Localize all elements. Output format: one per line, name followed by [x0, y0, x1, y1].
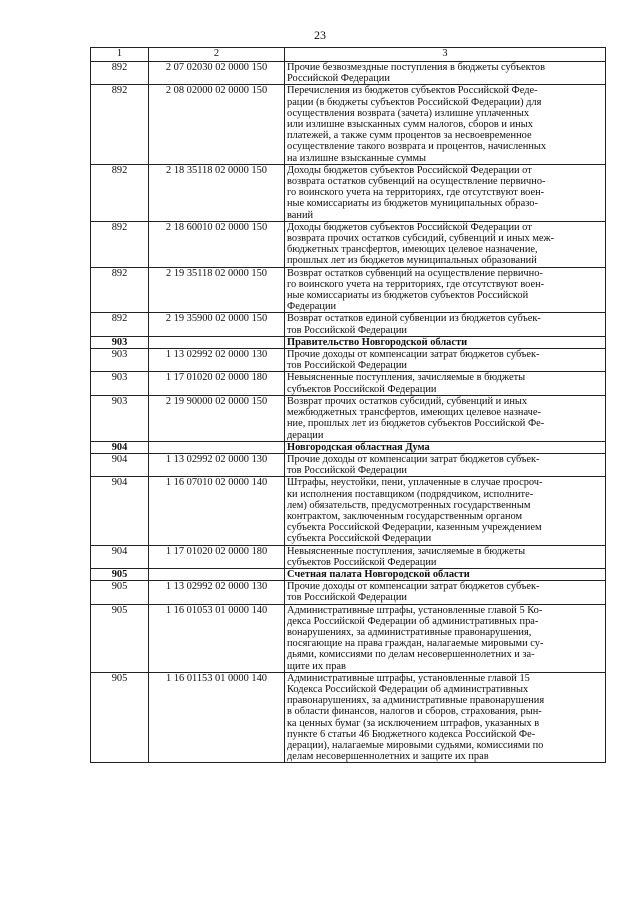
description-line: ные комиссариаты из бюджетов муниципальных образо-: [287, 198, 538, 210]
description-line: дерации), налагаемые мировыми судьями, комиссиями по: [287, 739, 544, 751]
table-row: [91, 672, 606, 763]
section-title-cell: [285, 336, 606, 348]
description-cell: [285, 672, 606, 763]
administrator-code-cell: 905: [91, 568, 149, 580]
description-line: Российской Федерации: [287, 73, 390, 85]
description-line: субъектов Российской Федерации: [287, 383, 437, 395]
table-row: [91, 221, 606, 267]
revenue-code-cell: 1 13 02992 02 0000 130: [149, 581, 285, 604]
description-cell: [285, 581, 606, 604]
description-line: ки исполнения поставщиком (подрядчиком, исполните-: [287, 488, 534, 500]
section-row: [91, 336, 606, 348]
description-line: в области финансов, налогов и сборов, страхования, рын-: [287, 706, 542, 718]
description-line: Прочие доходы от компенсации затрат бюджетов субъек-: [287, 349, 540, 361]
description-line: контрактом, заключенным государственным органом: [287, 510, 523, 522]
table-row: [91, 85, 606, 164]
description-line: Новгородская областная Дума: [287, 441, 430, 453]
revenue-table: [90, 47, 606, 763]
table-row: [91, 581, 606, 604]
description-line: Кодекса Российской Федерации об административных: [287, 683, 529, 695]
table-header-row: [91, 48, 606, 62]
administrator-code-cell: 904: [91, 441, 149, 453]
description-line: тов Российской Федерации: [287, 465, 407, 477]
administrator-code-cell: 892: [91, 267, 149, 313]
description-line: осуществления возврата (зачета) излишне уплаченных: [287, 107, 530, 119]
description-line: Административные штрафы, установленные главой 5 Ко-: [287, 604, 543, 616]
administrator-code-cell: 892: [91, 85, 149, 164]
description-line: бюджетных трансфертов, имеющих целевое назначение,: [287, 244, 538, 256]
description-cell: [285, 545, 606, 568]
administrator-code-cell: 905: [91, 604, 149, 672]
description-line: правонарушениях, за административные правонарушения: [287, 695, 545, 707]
administrator-code-cell: 903: [91, 372, 149, 395]
revenue-code-cell: 1 16 01053 01 0000 140: [149, 604, 285, 672]
description-line: Прочие доходы от компенсации затрат бюджетов субъек-: [287, 453, 540, 465]
page-number: 23: [314, 28, 326, 42]
description-cell: [285, 164, 606, 221]
table-row: [91, 453, 606, 476]
description-line: Доходы бюджетов субъектов Российской Федерации от: [287, 221, 532, 233]
description-line: ка ценных бумаг (за исключением штрафов, указанных в: [287, 717, 540, 729]
description-line: посягающие на права граждан, налагаемые мировыми су-: [287, 638, 544, 650]
revenue-code-cell: 1 17 01020 02 0000 180: [149, 372, 285, 395]
description-line: Возврат остатков субвенций на осуществление первично-: [287, 267, 543, 279]
description-line: субъектов Российской Федерации: [287, 556, 437, 568]
description-line: Федерации: [287, 301, 337, 313]
revenue-code-cell: 2 19 35118 02 0000 150: [149, 267, 285, 313]
description-line: делам несовершеннолетних и защите их прав: [287, 751, 489, 763]
description-line: Правительство Новгородской области: [287, 336, 468, 348]
description-line: тов Российской Федерации: [287, 324, 407, 336]
description-line: ваний: [287, 209, 314, 221]
description-cell: [285, 453, 606, 476]
revenue-code-cell: 1 13 02992 02 0000 130: [149, 453, 285, 476]
description-cell: [285, 395, 606, 441]
description-line: пункте 6 статьи 46 Бюджетного кодекса Российской Фе-: [287, 728, 536, 740]
description-cell: [285, 372, 606, 395]
description-line: дерации: [287, 429, 324, 441]
revenue-code-cell: 2 07 02030 02 0000 150: [149, 62, 285, 85]
description-line: межбюджетных трансфертов, имеющих целевое назначе-: [287, 407, 541, 419]
section-title-cell: [285, 441, 606, 453]
table-body: [91, 48, 606, 763]
column-header-3: 3: [285, 48, 606, 62]
description-line: возврата прочих остатков субсидий, субвенций и иных меж-: [287, 233, 555, 245]
table-row: [91, 604, 606, 672]
administrator-code-cell: 903: [91, 336, 149, 348]
description-cell: [285, 267, 606, 313]
administrator-code-cell: 892: [91, 164, 149, 221]
description-line: декса Российской Федерации об административных пра-: [287, 615, 539, 627]
description-line: Возврат остатков единой субвенции из бюджетов субъек-: [287, 313, 541, 325]
description-cell: [285, 221, 606, 267]
description-line: тов Российской Федерации: [287, 592, 407, 604]
description-line: рации (в бюджеты субъектов Российской Федерации) для: [287, 96, 542, 108]
section-row: [91, 441, 606, 453]
table-row: [91, 267, 606, 313]
revenue-code-cell: 2 19 90000 02 0000 150: [149, 395, 285, 441]
description-cell: [285, 477, 606, 545]
description-line: лем) обязательств, предусмотренных государственным: [287, 499, 531, 511]
description-line: дьями, комиссиями по делам несовершеннолетних и за-: [287, 649, 535, 661]
description-cell: [285, 349, 606, 372]
description-line: Штрафы, неустойки, пени, уплаченные в случае просроч-: [287, 477, 543, 489]
table-row: [91, 477, 606, 545]
table-row: [91, 545, 606, 568]
description-line: Счетная палата Новгородской области: [287, 568, 470, 580]
administrator-code-cell: 892: [91, 221, 149, 267]
section-title-cell: [285, 568, 606, 580]
description-cell: [285, 62, 606, 85]
revenue-code-cell: [149, 336, 285, 348]
description-line: осуществление такого возврата и процентов, начисленных: [287, 141, 547, 153]
description-line: Доходы бюджетов субъектов Российской Федерации от: [287, 164, 532, 176]
table-row: [91, 313, 606, 336]
revenue-code-cell: [149, 568, 285, 580]
description-line: субъекта Российской Федерации, казенным учреждением: [287, 522, 542, 534]
description-line: или излишне взысканных сумм налогов, сборов и иных: [287, 119, 533, 131]
column-header-2: 2: [149, 48, 285, 62]
description-line: го воинского учета на территориях, где отсутствуют воен-: [287, 278, 545, 290]
revenue-code-cell: 1 16 01153 01 0000 140: [149, 672, 285, 763]
administrator-code-cell: 905: [91, 581, 149, 604]
description-line: субъекта Российской Федерации: [287, 533, 432, 545]
description-line: Административные штрафы, установленные главой 15: [287, 672, 530, 684]
revenue-code-cell: 2 18 35118 02 0000 150: [149, 164, 285, 221]
revenue-code-cell: 2 19 35900 02 0000 150: [149, 313, 285, 336]
description-cell: [285, 85, 606, 164]
table-row: [91, 372, 606, 395]
administrator-code-cell: 892: [91, 62, 149, 85]
description-line: возврата остатков субвенций на осуществление первично-: [287, 176, 546, 188]
description-line: ные комиссариаты из бюджетов субъектов Российской: [287, 290, 529, 302]
description-line: платежей, а также сумм процентов за несвоевременное: [287, 130, 532, 142]
description-line: прошлых лет из бюджетов муниципальных образований: [287, 255, 537, 267]
administrator-code-cell: 904: [91, 545, 149, 568]
description-cell: [285, 313, 606, 336]
description-line: Перечисления из бюджетов субъектов Российской Феде-: [287, 85, 538, 97]
description-line: ние, прошлых лет из бюджетов субъектов Российской Фе-: [287, 418, 545, 430]
table-row: [91, 62, 606, 85]
administrator-code-cell: 905: [91, 672, 149, 763]
description-line: Возврат прочих остатков субсидий, субвенций и иных: [287, 395, 528, 407]
administrator-code-cell: 904: [91, 453, 149, 476]
description-line: тов Российской Федерации: [287, 360, 407, 372]
description-line: на излишне взысканные суммы: [287, 152, 427, 164]
administrator-code-cell: 892: [91, 313, 149, 336]
administrator-code-cell: 903: [91, 395, 149, 441]
section-row: [91, 568, 606, 580]
description-line: Невыясненные поступления, зачисляемые в бюджеты: [287, 545, 526, 557]
description-line: Невыясненные поступления, зачисляемые в бюджеты: [287, 372, 526, 384]
revenue-code-cell: 2 08 02000 02 0000 150: [149, 85, 285, 164]
description-cell: [285, 604, 606, 672]
revenue-code-cell: 1 13 02992 02 0000 130: [149, 349, 285, 372]
table-row: [91, 349, 606, 372]
revenue-code-cell: 2 18 60010 02 0000 150: [149, 221, 285, 267]
description-line: го воинского учета на территориях, где отсутствуют воен-: [287, 187, 545, 199]
description-line: Прочие доходы от компенсации затрат бюджетов субъек-: [287, 581, 540, 593]
table-row: [91, 395, 606, 441]
description-line: щите их прав: [287, 660, 346, 672]
column-header-1: 1: [91, 48, 149, 62]
revenue-code-cell: 1 17 01020 02 0000 180: [149, 545, 285, 568]
description-line: Прочие безвозмездные поступления в бюджеты субъектов: [287, 62, 545, 73]
description-line: вонарушениях, за административные правонарушения,: [287, 626, 532, 638]
revenue-code-cell: 1 16 07010 02 0000 140: [149, 477, 285, 545]
administrator-code-cell: 903: [91, 349, 149, 372]
administrator-code-cell: 904: [91, 477, 149, 545]
table-row: [91, 164, 606, 221]
revenue-code-cell: [149, 441, 285, 453]
